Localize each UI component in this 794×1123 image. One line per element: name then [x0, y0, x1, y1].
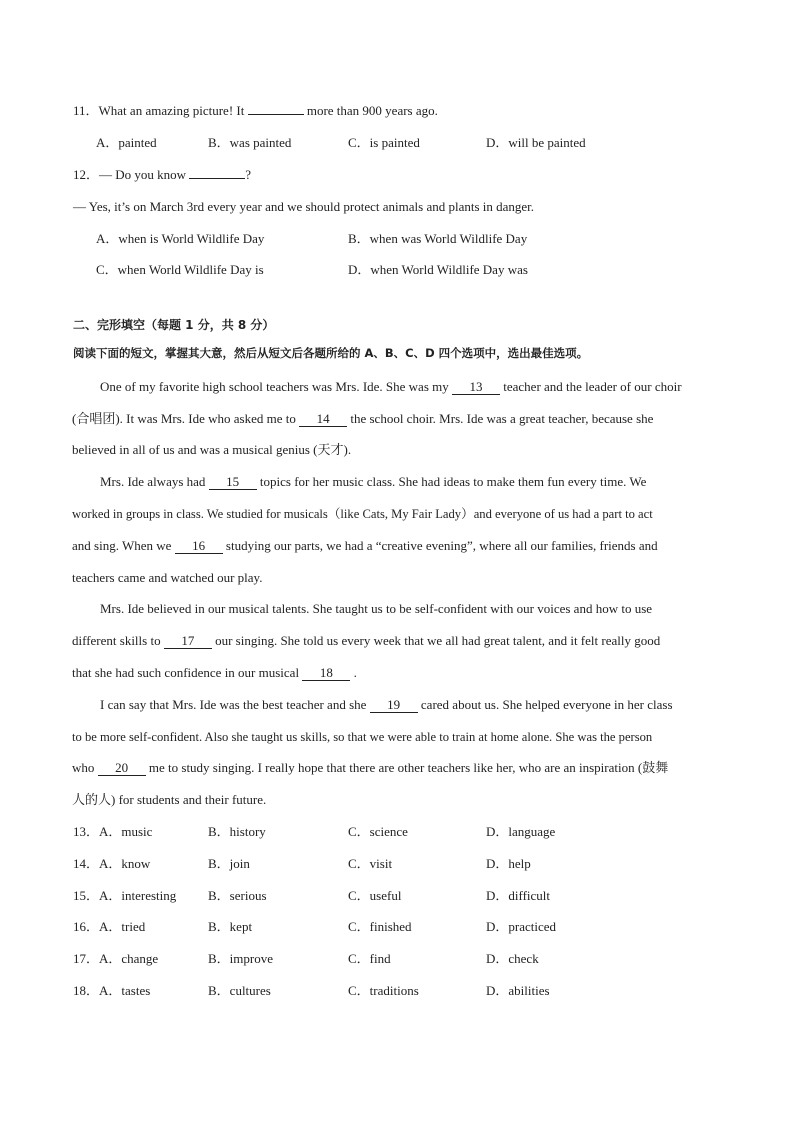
passage-text: (合唱团). It was Mrs. Ide who asked me to [72, 411, 300, 426]
passage-text: One of my favorite high school teachers was Mrs. Ide. She was my [100, 379, 452, 394]
passage-p3-line1: Mrs. Ide believed in our musical talents. She taught us to be self-confident with our voices and how to use [100, 601, 653, 616]
option-a[interactable]: A．tried [99, 919, 146, 934]
section-2-instruction: 阅读下面的短文，掌握其大意，然后从短文后各题所给的 A、B、C、D 四个选项中，选出最佳选项。 [73, 346, 589, 360]
passage-p1-line3: believed in all of us and was a musical genius (天才). [72, 442, 352, 457]
blank-18: 18 [302, 666, 350, 681]
option-a[interactable]: A．know [99, 856, 151, 871]
option-c[interactable]: C．science [348, 824, 408, 839]
question-11-option-a[interactable]: A．painted [96, 135, 157, 150]
question-number: 18． [73, 983, 100, 998]
option-b[interactable]: B．serious [208, 888, 267, 903]
question-11-blank [248, 114, 304, 115]
option-b[interactable]: B．join [208, 856, 250, 871]
passage-text: cared about us. She helped everyone in her class [417, 697, 673, 712]
passage-text: who [72, 760, 98, 775]
question-12-stem [73, 167, 251, 183]
option-c[interactable]: C．traditions [348, 983, 419, 998]
option-d[interactable]: D．language [486, 824, 556, 839]
question-number: 13． [73, 824, 100, 839]
passage-text: . [350, 665, 357, 680]
question-number: 17． [73, 951, 100, 966]
option-d[interactable]: D．abilities [486, 983, 550, 998]
passage-p4-line4: 人的人) for students and their future. [72, 792, 267, 807]
passage-text: I can say that Mrs. Ide was the best teacher and she [100, 697, 370, 712]
option-a[interactable]: A．tastes [99, 983, 151, 998]
question-12-reply: — Yes, it’s on March 3rd every year and we should protect animals and plants in danger. [73, 199, 535, 214]
question-12-option-c[interactable]: C．when World Wildlife Day is [96, 262, 264, 277]
question-12-option-b[interactable]: B．when was World Wildlife Day [348, 231, 528, 246]
passage-p3-line3 [72, 665, 357, 681]
option-d[interactable]: D．practiced [486, 919, 557, 934]
passage-p2-line3 [72, 538, 658, 554]
question-12-text-before: 12．— Do you know [73, 167, 190, 182]
section-2-title: 二、完形填空（每题 1 分，共 8 分） [73, 318, 275, 332]
passage-text: our singing. She told us every week that we all had great talent, and it felt really good [211, 633, 661, 648]
option-b[interactable]: B．cultures [208, 983, 271, 998]
option-c[interactable]: C．find [348, 951, 391, 966]
passage-text: the school choir. Mrs. Ide was a great teacher, because she [347, 411, 654, 426]
passage-text: and sing. When we [72, 538, 175, 553]
option-a[interactable]: A．interesting [99, 888, 177, 903]
passage-text: Mrs. Ide always had [100, 474, 209, 489]
blank-17: 17 [164, 634, 212, 649]
option-b[interactable]: B．kept [208, 919, 253, 934]
question-number: 16． [73, 919, 100, 934]
blank-13: 13 [452, 380, 500, 395]
blank-15: 15 [209, 475, 257, 490]
question-11-text-before: 11．What an amazing picture! It [73, 103, 248, 118]
passage-p1-line2 [72, 411, 653, 427]
passage-text: teacher and the leader of our choir [500, 379, 682, 394]
option-c[interactable]: C．visit [348, 856, 393, 871]
option-b[interactable]: B．history [208, 824, 266, 839]
passage-p4-line1 [100, 697, 673, 713]
option-c[interactable]: C．useful [348, 888, 402, 903]
question-number: 15． [73, 888, 100, 903]
passage-p2-line2: worked in groups in class. We studied for musicals（like Cats, My Fair Lady）and everyone of us had a part to act [72, 507, 653, 521]
option-d[interactable]: D．difficult [486, 888, 551, 903]
option-d[interactable]: D．help [486, 856, 531, 871]
question-11-option-b[interactable]: B．was painted [208, 135, 292, 150]
passage-p4-line2: to be more self-confident. Also she taught us skills, so that we were able to train at home alone. She was the person [72, 730, 653, 744]
passage-p2-line1 [100, 474, 646, 490]
question-number: 14． [73, 856, 100, 871]
passage-text: that she had such confidence in our musical [72, 665, 303, 680]
question-11-option-c[interactable]: C．is painted [348, 135, 420, 150]
blank-16: 16 [175, 539, 223, 554]
passage-p2-line4: teachers came and watched our play. [72, 570, 263, 585]
passage-p3-line2 [72, 633, 660, 649]
blank-19: 19 [370, 698, 418, 713]
passage-p4-line3 [72, 760, 668, 776]
option-a[interactable]: A．change [99, 951, 159, 966]
passage-text: me to study singing. I really hope that there are other teachers like her, who are an inspiration (鼓舞 [145, 760, 669, 775]
option-c[interactable]: C．finished [348, 919, 412, 934]
question-12-text-after: ? [245, 167, 252, 182]
passage-p1-line1 [100, 379, 682, 395]
passage-text: different skills to [72, 633, 164, 648]
option-a[interactable]: A．music [99, 824, 153, 839]
option-b[interactable]: B．improve [208, 951, 273, 966]
question-11-stem [73, 103, 438, 119]
blank-14: 14 [299, 412, 347, 427]
option-d[interactable]: D．check [486, 951, 539, 966]
blank-20: 20 [98, 761, 146, 776]
question-12-option-a[interactable]: A．when is World Wildlife Day [96, 231, 265, 246]
question-12-option-d[interactable]: D．when World Wildlife Day was [348, 262, 528, 277]
passage-text: topics for her music class. She had ideas to make them fun every time. We [256, 474, 647, 489]
question-11-option-d[interactable]: D．will be painted [486, 135, 586, 150]
question-12-blank [189, 178, 245, 179]
question-11-text-after: more than 900 years ago. [303, 103, 438, 118]
passage-text: studying our parts, we had a “creative evening”, where all our families, friends and [222, 538, 658, 553]
